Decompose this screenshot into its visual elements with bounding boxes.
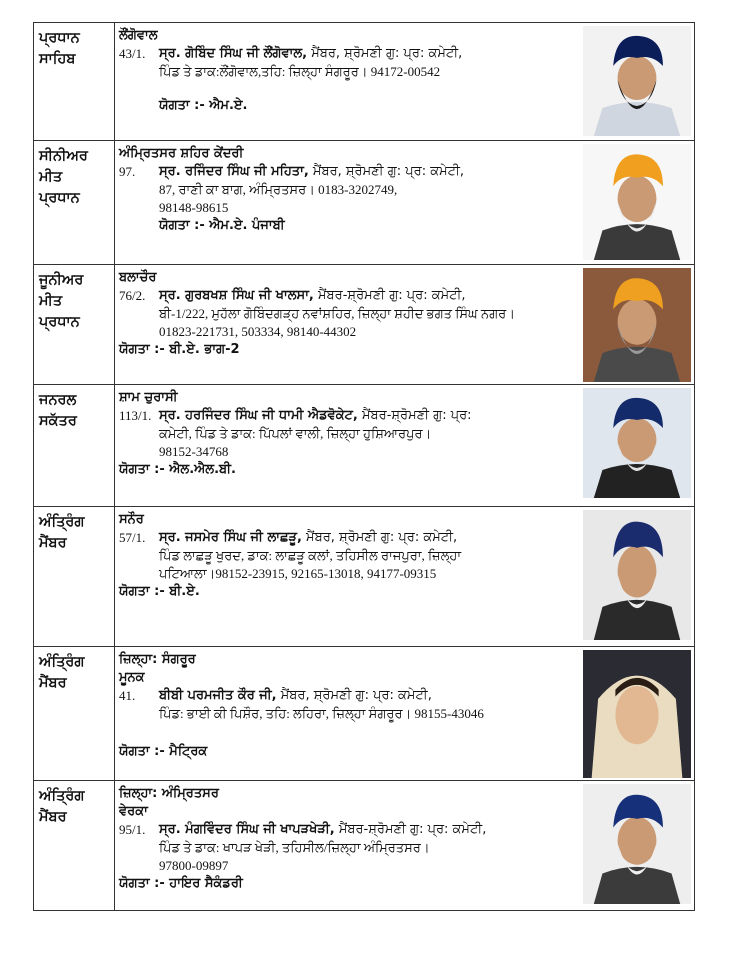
face-shape	[618, 817, 657, 865]
constituency: ਸਨੌਰ	[119, 512, 144, 527]
member-detail: ਮੈਂਬਰ-ਸ਼੍ਰੋਮਣੀ ਗੁ: ਪ੍ਰ: ਕਮੇਟੀ,	[334, 822, 487, 837]
member-detail: ਮੈਂਬਰ, ਸ਼੍ਰੋਮਣੀ ਗੁ: ਪ੍ਰ: ਕਮੇਟੀ,	[276, 688, 432, 703]
member-detail: 87, ਰਾਣੀ ਕਾ ਬਾਗ, ਅੰਮ੍ਰਿਤਸਰ। 0183-3202749,	[159, 182, 398, 197]
post-cell	[34, 23, 115, 141]
name-line	[159, 163, 574, 181]
qualification: ਯੋਗਤਾ :- ਬੀ.ਏ.	[119, 584, 200, 599]
member-detail: ਪਿੰਡ ਤੇ ਡਾਕ: ਖਾਪੜ ਖੇੜੀ, ਤਹਿਸੀਲ/ਜ਼ਿਲ੍ਹਾ ਅੰਮ੍ਰਿਤਸਰ।	[159, 840, 430, 855]
member-name: ਸ੍ਰ. ਗੋਬਿੰਦ ਸਿੰਘ ਜੀ ਲੌਂਗੋਵਾਲ,	[159, 46, 308, 61]
member-detail: ਮੈਂਬਰ, ਸ਼੍ਰੋਮਣੀ ਗੁ: ਪ੍ਰ: ਕਮੇਟੀ,	[301, 530, 458, 545]
post-cell	[34, 265, 115, 385]
member-photo	[583, 388, 691, 498]
face-shape	[615, 686, 658, 744]
serial-number: 97.	[119, 164, 136, 179]
constituency: ਬਲਾਚੌਰ	[119, 270, 157, 285]
serial-number: 57/1.	[119, 530, 146, 545]
post-title: ਜੂਨੀਅਰ	[39, 272, 84, 288]
member-detail: ਮੈਂਬਰ, ਸ਼੍ਰੋਮਣੀ ਗੁ: ਪ੍ਰ: ਕਮੇਟੀ,	[307, 46, 463, 61]
post-title: ਮੈਂਬਰ	[39, 809, 67, 825]
member-photo	[583, 144, 691, 260]
constituency: ਵੇਰਕਾ	[119, 804, 148, 819]
member-name: ਸ੍ਰ. ਰਜਿੰਦਰ ਸਿੰਘ ਜੀ ਮਹਿਤਾ,	[159, 164, 309, 179]
member-info-cell	[115, 385, 695, 507]
post-title: ਅੰਤ੍ਰਿੰਗ	[39, 654, 85, 670]
serial-number: 43/1.	[119, 46, 146, 61]
office-bearers-table	[33, 22, 695, 911]
post-title: ਪ੍ਰਧਾਨ	[39, 30, 80, 46]
post-cell	[34, 781, 115, 911]
qualification: ਯੋਗਤਾ :- ਐਮ.ਏ. ਪੰਜਾਬੀ	[159, 218, 285, 233]
member-info-cell	[115, 265, 695, 385]
post-title: ਜਨਰਲ	[39, 392, 77, 408]
name-line	[159, 287, 574, 305]
post-title: ਅੰਤ੍ਰਿੰਗ	[39, 514, 85, 530]
post-title: ਮੀਤ	[39, 169, 63, 185]
member-name: ਸ੍ਰ. ਹਰਜਿੰਦਰ ਸਿੰਘ ਜੀ ਧਾਮੀ ਐਡਵੋਕੇਟ,	[159, 408, 358, 423]
face-shape	[618, 299, 657, 345]
member-name: ਬੀਬੀ ਪਰਮਜੀਤ ਕੌਰ ਜੀ,	[159, 688, 277, 703]
member-info-cell	[115, 507, 695, 647]
member-row	[34, 647, 695, 781]
member-row	[34, 781, 695, 911]
name-line	[159, 821, 574, 839]
qualification: ਯੋਗਤਾ :- ਐਲ.ਐਲ.ਬੀ.	[119, 462, 236, 477]
member-row	[34, 507, 695, 647]
post-title: ਮੈਂਬਰ	[39, 675, 67, 691]
serial-number: 76/2.	[119, 288, 146, 303]
member-detail: 98152-34768	[159, 444, 229, 459]
post-cell	[34, 385, 115, 507]
post-title: ਪ੍ਰਧਾਨ	[39, 314, 80, 330]
face-shape	[618, 56, 657, 100]
member-detail: ਪਟਿਆਲਾ।98152-23915, 92165-13018, 94177-09315	[159, 566, 437, 581]
member-row	[34, 23, 695, 141]
member-photo	[583, 510, 691, 640]
member-detail: 97800-09897	[159, 858, 229, 873]
post-title: ਅੰਤ੍ਰਿੰਗ	[39, 788, 85, 804]
face-shape	[618, 418, 657, 462]
member-detail: ਮੈਂਬਰ, ਸ਼੍ਰੋਮਣੀ ਗੁ: ਪ੍ਰ: ਕਮੇਟੀ,	[308, 164, 465, 179]
member-detail: 01823-221731, 503334, 98140-44302	[159, 324, 357, 339]
post-title: ਸਕੱਤਰ	[39, 413, 77, 429]
member-detail: ਮੈਂਬਰ-ਸ਼੍ਰੋਮਣੀ ਗੁ: ਪ੍ਰ:	[357, 408, 472, 423]
post-cell	[34, 141, 115, 265]
serial-number: 113/1.	[119, 408, 152, 423]
name-line	[159, 407, 574, 425]
member-row	[34, 385, 695, 507]
member-detail: ਕਮੇਟੀ, ਪਿੰਡ ਤੇ ਡਾਕ: ਪਿੱਪਲਾਂ ਵਾਲੀ, ਜ਼ਿਲ੍ਹਾ ਹੁਸ਼ਿਆਰਪੁਰ।	[159, 426, 432, 441]
member-row	[34, 265, 695, 385]
qualification: ਯੋਗਤਾ :- ਐਮ.ਏ.	[159, 98, 248, 113]
qualification: ਯੋਗਤਾ :- ਹਾਇਰ ਸੈਕੰਡਰੀ	[119, 876, 243, 891]
post-title: ਮੈਂਬਰ	[39, 535, 67, 551]
face-shape	[618, 176, 657, 222]
member-photo	[583, 784, 691, 904]
member-detail: ਮੈਂਬਰ-ਸ਼੍ਰੋਮਣੀ ਗੁ: ਪ੍ਰ: ਕਮੇਟੀ,	[313, 288, 466, 303]
member-info-cell	[115, 647, 695, 781]
member-detail: ਬੀ-1/222, ਮੁਹੱਲਾ ਗੋਬਿੰਦਗੜ੍ਹ ਨਵਾਂਸ਼ਹਿਰ, ਜ਼ਿਲ੍ਹਾ ਸ਼ਹੀਦ ਭਗਤ ਸਿੰਘ ਨਗਰ।	[159, 306, 515, 321]
member-photo	[583, 26, 691, 136]
member-row	[34, 141, 695, 265]
member-info-cell	[115, 23, 695, 141]
member-info-cell	[115, 141, 695, 265]
member-info-cell	[115, 781, 695, 911]
member-detail: ਪਿੰਡ ਲਾਛੜੂ ਖੁਰਦ, ਡਾਕ: ਲਾਛੜੂ ਕਲਾਂ, ਤਹਿਸੀਲ ਰਾਜਪੁਰਾ, ਜ਼ਿਲ੍ਹਾ	[159, 548, 462, 563]
qualification: ਯੋਗਤਾ :- ਬੀ.ਏ. ਭਾਗ-2	[119, 342, 240, 357]
post-cell	[34, 647, 115, 781]
constituency: ਜ਼ਿਲ੍ਹਾ: ਸੰਗਰੂਰ	[119, 652, 196, 667]
constituency: ਸ਼ਾਮ ਚੁਰਾਸੀ	[119, 390, 178, 405]
post-title: ਮੀਤ	[39, 293, 63, 309]
name-line	[159, 45, 574, 63]
member-name: ਸ੍ਰ. ਜਸਮੇਰ ਸਿੰਘ ਜੀ ਲਾਛੜੂ,	[159, 530, 302, 545]
member-detail: ਪਿੰਡ: ਭਾਈ ਕੀ ਪਿਸ਼ੌਰ, ਤਹਿ: ਲਹਿਰਾ, ਜ਼ਿਲ੍ਹਾ ਸੰਗਰੂਰ। 98155-43046	[159, 706, 484, 721]
member-detail: ਪਿੰਡ ਤੇ ਡਾਕ:ਲੌਂਗੋਵਾਲ,ਤਹਿ: ਜ਼ਿਲ੍ਹਾ ਸੰਗਰੂਰ। 94172-00542	[159, 64, 441, 79]
post-title: ਸਾਹਿਬ	[39, 51, 76, 67]
member-photo	[583, 268, 691, 382]
face-shape	[618, 545, 657, 597]
serial-number: 41.	[119, 688, 136, 703]
qualification: ਯੋਗਤਾ :- ਮੈਟ੍ਰਿਕ	[119, 744, 208, 759]
name-line	[159, 687, 574, 705]
name-line	[159, 529, 574, 547]
constituency: ਮੂਨਕ	[119, 670, 145, 685]
member-detail: 98148-98615	[159, 200, 229, 215]
constituency: ਅੰਮ੍ਰਿਤਸਰ ਸ਼ਹਿਰ ਕੇਂਦਰੀ	[119, 146, 244, 161]
constituency: ਜ਼ਿਲ੍ਹਾ: ਅੰਮ੍ਰਿਤਸਰ	[119, 786, 219, 801]
member-name: ਸ੍ਰ. ਮੰਗਵਿੰਦਰ ਸਿੰਘ ਜੀ ਖਾਪੜਖੇੜੀ,	[159, 822, 335, 837]
post-title: ਪ੍ਰਧਾਨ	[39, 190, 80, 206]
post-cell	[34, 507, 115, 647]
constituency: ਲੌਂਗੋਵਾਲ	[119, 28, 158, 43]
member-photo	[583, 650, 691, 778]
member-name: ਸ੍ਰ. ਗੁਰਬਖਸ਼ ਸਿੰਘ ਜੀ ਖਾਲਸਾ,	[159, 288, 314, 303]
post-title: ਸੀਨੀਅਰ	[39, 148, 88, 164]
serial-number: 95/1.	[119, 822, 146, 837]
